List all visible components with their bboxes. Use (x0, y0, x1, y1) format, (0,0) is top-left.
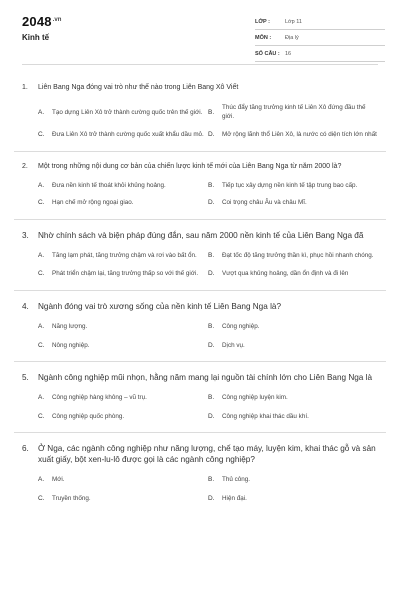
option-row (38, 341, 378, 350)
option-row (38, 475, 378, 484)
question-text (22, 230, 378, 241)
option-a[interactable] (38, 322, 208, 331)
divider (14, 151, 386, 152)
option-text: Hiện đại. (222, 495, 247, 502)
option-a[interactable] (38, 251, 208, 260)
option-text: Mới. (52, 476, 65, 483)
option-label: B. (208, 394, 215, 401)
option-text: Vượt qua khủng hoảng, dần ổn định và đi lên (222, 270, 349, 277)
option-text: Mở rộng lãnh thổ Liên Xô, là nước có diện tích lớn nhất (222, 131, 377, 138)
option-text: Công nghiệp khai thác dầu khí. (222, 413, 309, 420)
option-label: B. (208, 182, 215, 189)
divider (14, 290, 386, 291)
question-number: 4. (22, 302, 29, 311)
option-a[interactable] (38, 181, 208, 190)
question-text (22, 301, 378, 312)
question-text (22, 83, 378, 93)
option-c[interactable] (38, 198, 208, 207)
header (22, 0, 378, 65)
page-title: Kinh tế (22, 33, 50, 42)
option-label: D. (208, 495, 215, 502)
question-1 (22, 83, 378, 139)
option-label: B. (208, 323, 215, 330)
question-number: 1. (22, 84, 28, 91)
option-text: Tiếp tục xây dựng nền kinh tế tập trung bao cấp. (222, 182, 358, 189)
option-text: Đạt tốc độ tăng trưởng thần kì, phục hồi nhanh chóng. (222, 252, 374, 259)
option-b[interactable] (208, 322, 378, 331)
brand-suffix: .vn (52, 17, 62, 23)
option-text: Thủ công. (222, 476, 251, 483)
option-d[interactable] (208, 412, 378, 421)
option-d[interactable] (208, 130, 378, 139)
option-row (38, 269, 378, 278)
option-d[interactable] (208, 341, 378, 350)
question-6 (22, 443, 378, 503)
option-row (38, 198, 378, 207)
option-label: C. (38, 413, 45, 420)
option-label: C. (38, 270, 45, 277)
option-label: B. (208, 476, 215, 483)
option-c[interactable] (38, 269, 208, 278)
option-row (38, 494, 378, 503)
option-label: A. (38, 476, 45, 483)
option-text: Phát triển chậm lại, tăng trưởng thấp so với thế giới. (52, 270, 199, 277)
option-text: Nông nghiệp. (52, 342, 90, 349)
question-body: Một trong những nội dung cơ bản của chiến lược kinh tế mới của Liên Bang Nga từ năm 2000 là? (38, 163, 342, 170)
question-body: Ngành công nghiệp mũi nhọn, hằng năm mang lại nguồn tài chính lớn cho Liên Bang Nga là (38, 373, 373, 382)
question-4 (22, 301, 378, 350)
option-row (38, 103, 378, 121)
divider (14, 432, 386, 433)
option-text: Đưa Liên Xô trở thành cường quốc xuất khẩu dầu mỏ. (52, 131, 204, 138)
option-d[interactable] (208, 198, 378, 207)
option-label: A. (38, 252, 45, 259)
option-label: D. (208, 342, 215, 349)
options (38, 251, 378, 278)
option-text: Năng lượng. (52, 323, 88, 330)
question-2 (22, 162, 378, 207)
meta-key: MÔN : (255, 34, 272, 41)
meta-info (255, 14, 385, 62)
options (38, 322, 378, 350)
option-text: Hạn chế mở rộng ngoại giao. (52, 199, 134, 206)
option-b[interactable] (208, 181, 378, 190)
divider (14, 361, 386, 362)
option-label: A. (38, 108, 45, 116)
option-row (38, 322, 378, 331)
question-5 (22, 372, 378, 421)
option-row (38, 412, 378, 421)
option-text: Công nghiệp luyện kim. (222, 394, 288, 401)
option-c[interactable] (38, 494, 208, 503)
option-text: Truyền thống. (52, 495, 91, 502)
option-row (38, 130, 378, 139)
option-label: A. (38, 182, 45, 189)
option-row (38, 393, 378, 402)
option-label: B. (208, 252, 215, 259)
options (38, 103, 378, 139)
option-text: Tăng lạm phát, tăng trưởng chậm và rơi vào bất ổn. (52, 252, 197, 259)
option-label: D. (208, 413, 215, 420)
question-number: 5. (22, 373, 29, 382)
option-c[interactable] (38, 341, 208, 350)
question-number: 6. (22, 444, 29, 453)
meta-key: LỚP : (255, 18, 270, 25)
option-d[interactable] (208, 269, 378, 278)
question-body: Ở Nga, các ngành công nghiệp như năng lượng, chế tạo máy, luyện kim, khai thác gỗ và sản xuất giấy, bột xen-lu-lô được gọi là các ngành công nghiệp? (38, 444, 376, 464)
option-label: A. (38, 323, 45, 330)
option-label: A. (38, 394, 45, 401)
divider (14, 219, 386, 220)
option-a[interactable] (38, 103, 208, 121)
option-row (38, 251, 378, 260)
meta-row-subject (255, 30, 385, 46)
option-label: D. (208, 270, 215, 277)
question-body: Liên Bang Nga đóng vai trò như thế nào trong Liên Bang Xô Viết (38, 84, 239, 91)
question-body: Nhờ chính sách và biện pháp đúng đắn, sau năm 2000 nền kinh tế của Liên Bang Nga đã (38, 231, 364, 240)
option-text: Tạo dựng Liên Xô trở thành cường quốc trên thế giới. (52, 108, 203, 116)
option-text: Công nghiệp hàng không – vũ trụ. (52, 394, 147, 401)
option-a[interactable] (38, 475, 208, 484)
option-d[interactable] (208, 494, 378, 503)
option-b[interactable] (208, 103, 378, 121)
meta-value: Lớp 11 (285, 18, 302, 25)
option-label: B. (208, 108, 215, 116)
question-number: 3. (22, 231, 29, 240)
question-text (22, 162, 378, 172)
meta-value: Địa lý (285, 34, 299, 41)
option-label: C. (38, 131, 45, 138)
option-text: Công nghiệp. (222, 323, 260, 330)
option-text: Thúc đẩy tăng trưởng kinh tế Liên Xô đứng đầu thế giới. (222, 104, 366, 120)
options (38, 393, 378, 421)
option-row (38, 181, 378, 190)
brand-number: 2048 (22, 14, 52, 29)
question-number: 2. (22, 163, 28, 170)
meta-row-count (255, 46, 385, 62)
question-3 (22, 230, 378, 278)
question-body: Ngành đóng vai trò xương sống của nền kinh tế Liên Bang Nga là? (38, 302, 281, 311)
options (38, 181, 378, 207)
question-text (22, 372, 378, 383)
options (38, 475, 378, 503)
option-a[interactable] (38, 393, 208, 402)
option-c[interactable] (38, 130, 208, 139)
option-label: C. (38, 342, 45, 349)
option-text: Dịch vụ. (222, 342, 245, 349)
meta-row-grade (255, 14, 385, 30)
option-b[interactable] (208, 475, 378, 484)
option-text: Đưa nền kinh tế thoát khỏi khủng hoảng. (52, 182, 166, 189)
option-c[interactable] (38, 412, 208, 421)
option-b[interactable] (208, 251, 378, 260)
question-text (22, 443, 378, 465)
brand-logo[interactable] (22, 14, 61, 29)
option-label: D. (208, 199, 215, 206)
option-label: D. (208, 131, 215, 138)
option-text: Công nghiệp quốc phòng. (52, 413, 125, 420)
option-text: Coi trọng châu Âu và châu Mĩ. (222, 199, 307, 206)
option-label: C. (38, 199, 45, 206)
option-label: C. (38, 495, 45, 502)
option-b[interactable] (208, 393, 378, 402)
meta-value: 16 (285, 50, 292, 57)
meta-key: SỐ CÂU : (255, 50, 280, 57)
